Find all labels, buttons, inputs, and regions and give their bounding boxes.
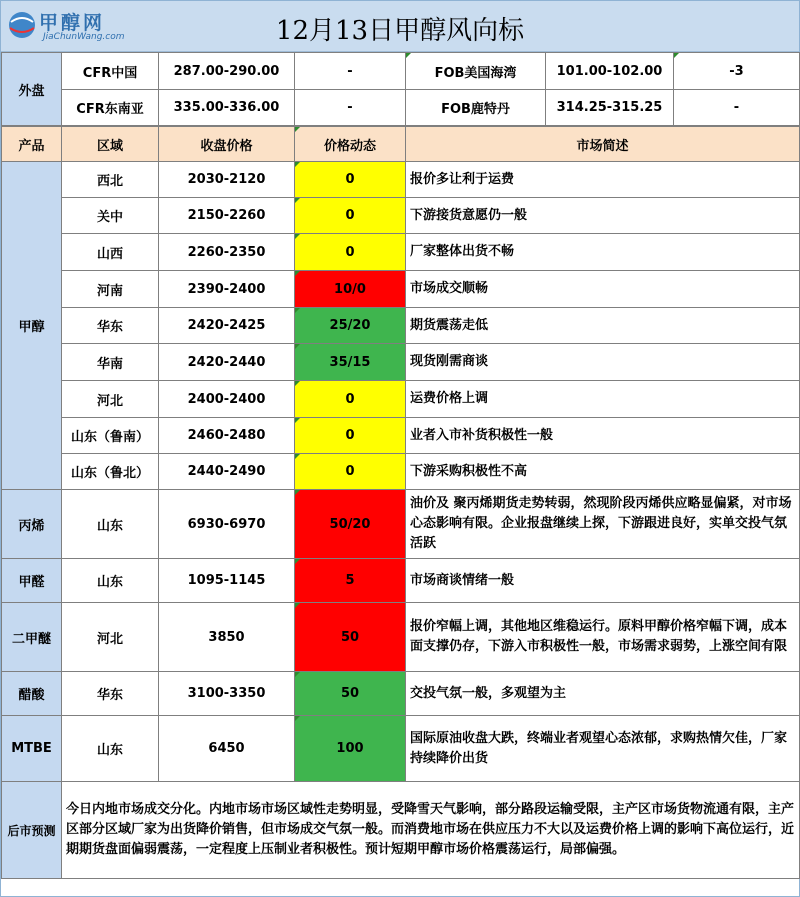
cell-region: 关中	[62, 198, 159, 234]
cell-price: 1095-1145	[159, 559, 295, 603]
cell-region: 华东	[62, 308, 159, 344]
cell-price: 6450	[159, 716, 295, 782]
cell-region: 山东（鲁北）	[62, 454, 159, 490]
table-row	[2, 490, 800, 559]
cell-price: 6930-6970	[159, 490, 295, 559]
cell-price: 2420-2425	[159, 308, 295, 344]
cell-change: 50/20	[295, 490, 406, 559]
header-price: 收盘价格	[159, 127, 295, 162]
cell-desc: 市场成交顺畅	[406, 271, 800, 308]
cell-change: 50	[295, 672, 406, 716]
cell-desc: 报价窄幅上调，其他地区维稳运行。原料甲醇价格窄幅下调，成本面支撑仍存，下游入市积极性一般，市场需求弱势，上涨空间有限	[406, 603, 800, 672]
cell-change: 5	[295, 559, 406, 603]
cell-price: 2390-2400	[159, 271, 295, 308]
table-row	[2, 381, 800, 418]
waipan-b-name: FOB美国海湾	[406, 53, 546, 90]
cell-change: 0	[295, 418, 406, 454]
cell-region: 河南	[62, 271, 159, 308]
table-row	[2, 672, 800, 716]
table-row	[2, 344, 800, 381]
table-row	[2, 271, 800, 308]
waipan-b-change: -	[674, 90, 800, 126]
waipan-b-change: -3	[674, 53, 800, 90]
cell-desc: 下游采购积极性不高	[406, 454, 800, 490]
cell-desc: 期货震荡走低	[406, 308, 800, 344]
cell-desc: 业者入市补货积极性一般	[406, 418, 800, 454]
cell-desc: 现货刚需商谈	[406, 344, 800, 381]
cell-desc: 市场商谈情绪一般	[406, 559, 800, 603]
logo-text: 甲醇网	[39, 12, 106, 34]
cell-change: 100	[295, 716, 406, 782]
cell-change: 50	[295, 603, 406, 672]
cell-change: 0	[295, 234, 406, 271]
waipan-row	[2, 90, 800, 126]
product-acetic-acid: 醋酸	[2, 672, 62, 716]
cell-price: 2420-2440	[159, 344, 295, 381]
cell-desc: 报价多让利于运费	[406, 162, 800, 198]
forecast-label: 后市预测	[2, 782, 62, 879]
cell-region: 山东	[62, 490, 159, 559]
waipan-a-price: 335.00-336.00	[159, 90, 295, 126]
waipan-b-price: 314.25-315.25	[546, 90, 674, 126]
cell-price: 2150-2260	[159, 198, 295, 234]
cell-region: 河北	[62, 381, 159, 418]
waipan-a-name: CFR东南亚	[62, 90, 159, 126]
forecast-text: 今日内地市场成交分化。内地市场市场区域性走势明显，受降雪天气影响，部分路段运输受限，主产区市场货物流通有限，主产区部分区域厂家为出货降价销售，但市场成交气氛一般。而消费地市场在供应压力不大以及运费价格上调的影响下高位运行，近期期货盘面偏弱震荡，一定程度上压制业者积极性。预计短期甲醇市场价格震荡运行，局部偏强。	[62, 782, 800, 879]
waipan-label: 外盘	[2, 53, 62, 126]
cell-region: 河北	[62, 603, 159, 672]
table-row	[2, 198, 800, 234]
waipan-b-name: FOB鹿特丹	[406, 90, 546, 126]
product-dme: 二甲醚	[2, 603, 62, 672]
cell-price: 3850	[159, 603, 295, 672]
header-region: 区域	[62, 127, 159, 162]
cell-price: 2460-2480	[159, 418, 295, 454]
table-header-row	[2, 127, 800, 162]
waipan-a-change: -	[295, 53, 406, 90]
cell-change: 0	[295, 454, 406, 490]
product-mtbe: MTBE	[2, 716, 62, 782]
cell-region: 山东	[62, 559, 159, 603]
cell-price: 2030-2120	[159, 162, 295, 198]
table-row	[2, 162, 800, 198]
table-row	[2, 234, 800, 271]
forecast-row	[2, 782, 800, 879]
product-formaldehyde: 甲醛	[2, 559, 62, 603]
table-row	[2, 308, 800, 344]
cell-region: 华东	[62, 672, 159, 716]
cell-region: 西北	[62, 162, 159, 198]
page-title: 12月13日甲醇风向标	[275, 16, 525, 46]
waipan-table	[1, 52, 800, 126]
table-row	[2, 716, 800, 782]
table-row	[2, 454, 800, 490]
cell-change: 0	[295, 162, 406, 198]
header-product: 产品	[2, 127, 62, 162]
cell-region: 山东（鲁南）	[62, 418, 159, 454]
cell-price: 2260-2350	[159, 234, 295, 271]
waipan-b-price: 101.00-102.00	[546, 53, 674, 90]
cell-price: 2400-2400	[159, 381, 295, 418]
table-row	[2, 559, 800, 603]
cell-desc: 油价及 聚丙烯期货走势转弱，然现阶段丙烯供应略显偏紧，对市场心态影响有限。企业报盘继续上探，下游跟进良好，实单交投气氛活跃	[406, 490, 800, 559]
waipan-a-name: CFR中国	[62, 53, 159, 90]
cell-desc: 运费价格上调	[406, 381, 800, 418]
cell-region: 山西	[62, 234, 159, 271]
waipan-a-change: -	[295, 90, 406, 126]
cell-change: 0	[295, 381, 406, 418]
cell-desc: 交投气氛一般，多观望为主	[406, 672, 800, 716]
table-row	[2, 603, 800, 672]
cell-desc: 国际原油收盘大跌，终端业者观望心态浓郁，求购热情欠佳，厂家持续降价出货	[406, 716, 800, 782]
price-table	[1, 126, 800, 879]
product-methanol: 甲醇	[2, 162, 62, 490]
cell-region: 华南	[62, 344, 159, 381]
waipan-a-price: 287.00-290.00	[159, 53, 295, 90]
cell-price: 2440-2490	[159, 454, 295, 490]
header-bar	[1, 1, 799, 52]
cell-desc: 下游接货意愿仍一般	[406, 198, 800, 234]
header-change: 价格动态	[295, 127, 406, 162]
cell-change: 25/20	[295, 308, 406, 344]
product-propylene: 丙烯	[2, 490, 62, 559]
cell-change: 10/0	[295, 271, 406, 308]
cell-change: 35/15	[295, 344, 406, 381]
cell-change: 0	[295, 198, 406, 234]
cell-desc: 厂家整体出货不畅	[406, 234, 800, 271]
table-row	[2, 418, 800, 454]
waipan-row	[2, 53, 800, 90]
cell-price: 3100-3350	[159, 672, 295, 716]
logo-subtext: JiaChunWang.com	[43, 32, 125, 42]
header-desc: 市场简述	[406, 127, 800, 162]
cell-region: 山东	[62, 716, 159, 782]
